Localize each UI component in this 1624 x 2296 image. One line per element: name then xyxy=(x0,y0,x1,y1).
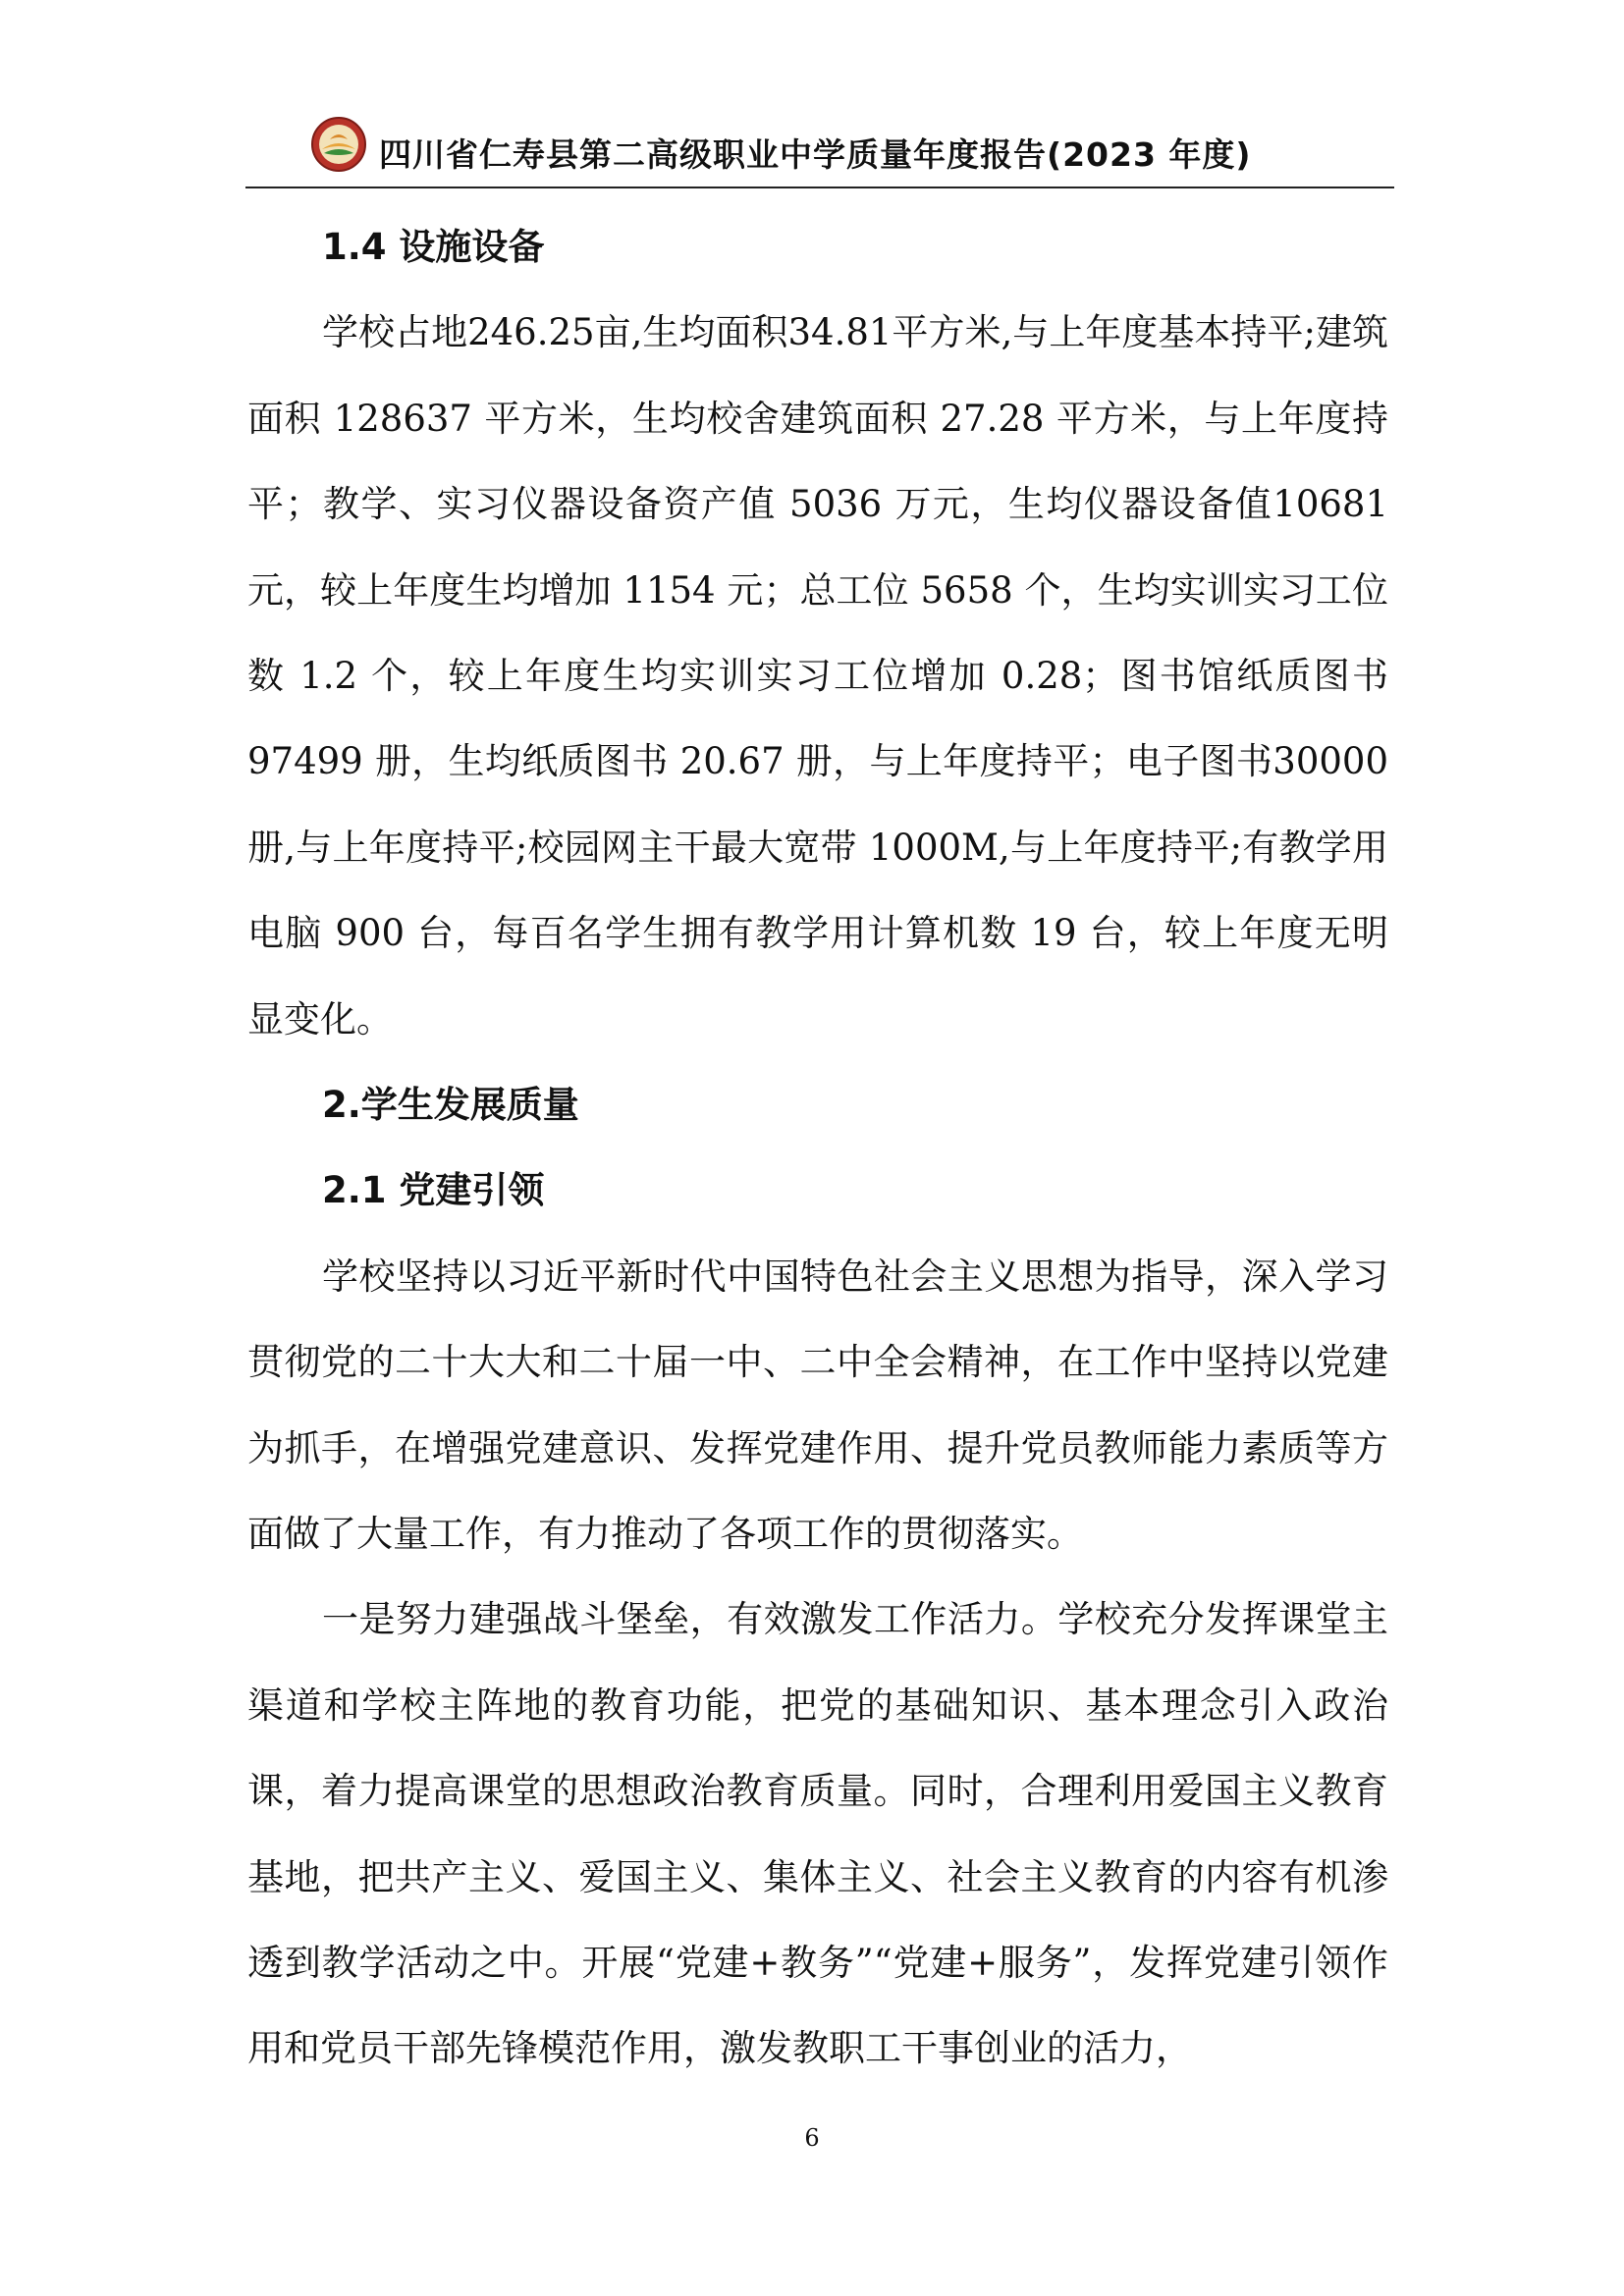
page-content xyxy=(247,204,1388,2092)
section-heading-2: 2.学生发展质量 xyxy=(322,1084,579,1127)
paragraph-party-building: 学校坚持以习近平新时代中国特色社会主义思想为指导，深入学习贯彻党的二十大大和二十届一中、二中全会精神，在工作中坚持以党建为抓手，在增强党建意识、发挥党建作用、提升党员教师能力素质等方面做了大量工作，有力推动了各项工作的贯彻落实。 xyxy=(247,1255,1388,1556)
paragraph-fortress: 一是努力建强战斗堡垒，有效激发工作活力。学校充分发挥课堂主渠道和学校主阵地的教育功能，把党的基础知识、基本理念引入政治课，着力提高课堂的思想政治教育质量。同时，合理利用爱国主义教育基地，把共产主义、爱国主义、集体主义、社会主义教育的内容有机渗透到教学活动之中。开展“党建+教务”“党建+服务”，发挥党建引领作用和党员干部先锋模范作用，激发教职工干事创业的活力， xyxy=(247,1598,1388,2070)
paragraph-facilities: 学校占地246.25亩,生均面积34.81平方米,与上年度基本持平;建筑面积 128637 平方米，生均校舍建筑面积 27.28 平方米，与上年度持平；教学、实习仪器设备资产值 5036 万元，生均仪器设备值10681 元，较上年度生均增加 1154 元；总工位 5658 个，生均实训实习工位数 1.2 个，较上年度生均实训实习工位增加 0.28；图书馆纸质图书 97499 册，生均纸质图书 20.67 册，与上年度持平；电子图书30000 册,与上年度持平;校园网主干最大宽带 1000M,与上年度持平;有教学用电脑 900 台，每百名学生拥有教学用计算机数 19 台，较上年度无明显变化。 xyxy=(247,311,1388,1041)
page-header xyxy=(245,116,1394,187)
report-title: 四川省仁寿县第二高级职业中学质量年度报告(2023 年度) xyxy=(379,135,1252,174)
school-emblem-icon xyxy=(310,116,367,173)
section-heading-1-4: 1.4 设施设备 xyxy=(322,226,545,268)
section-heading-2-1: 2.1 党建引领 xyxy=(322,1169,545,1212)
header-divider xyxy=(245,187,1394,188)
page-number: 6 xyxy=(804,2124,820,2152)
